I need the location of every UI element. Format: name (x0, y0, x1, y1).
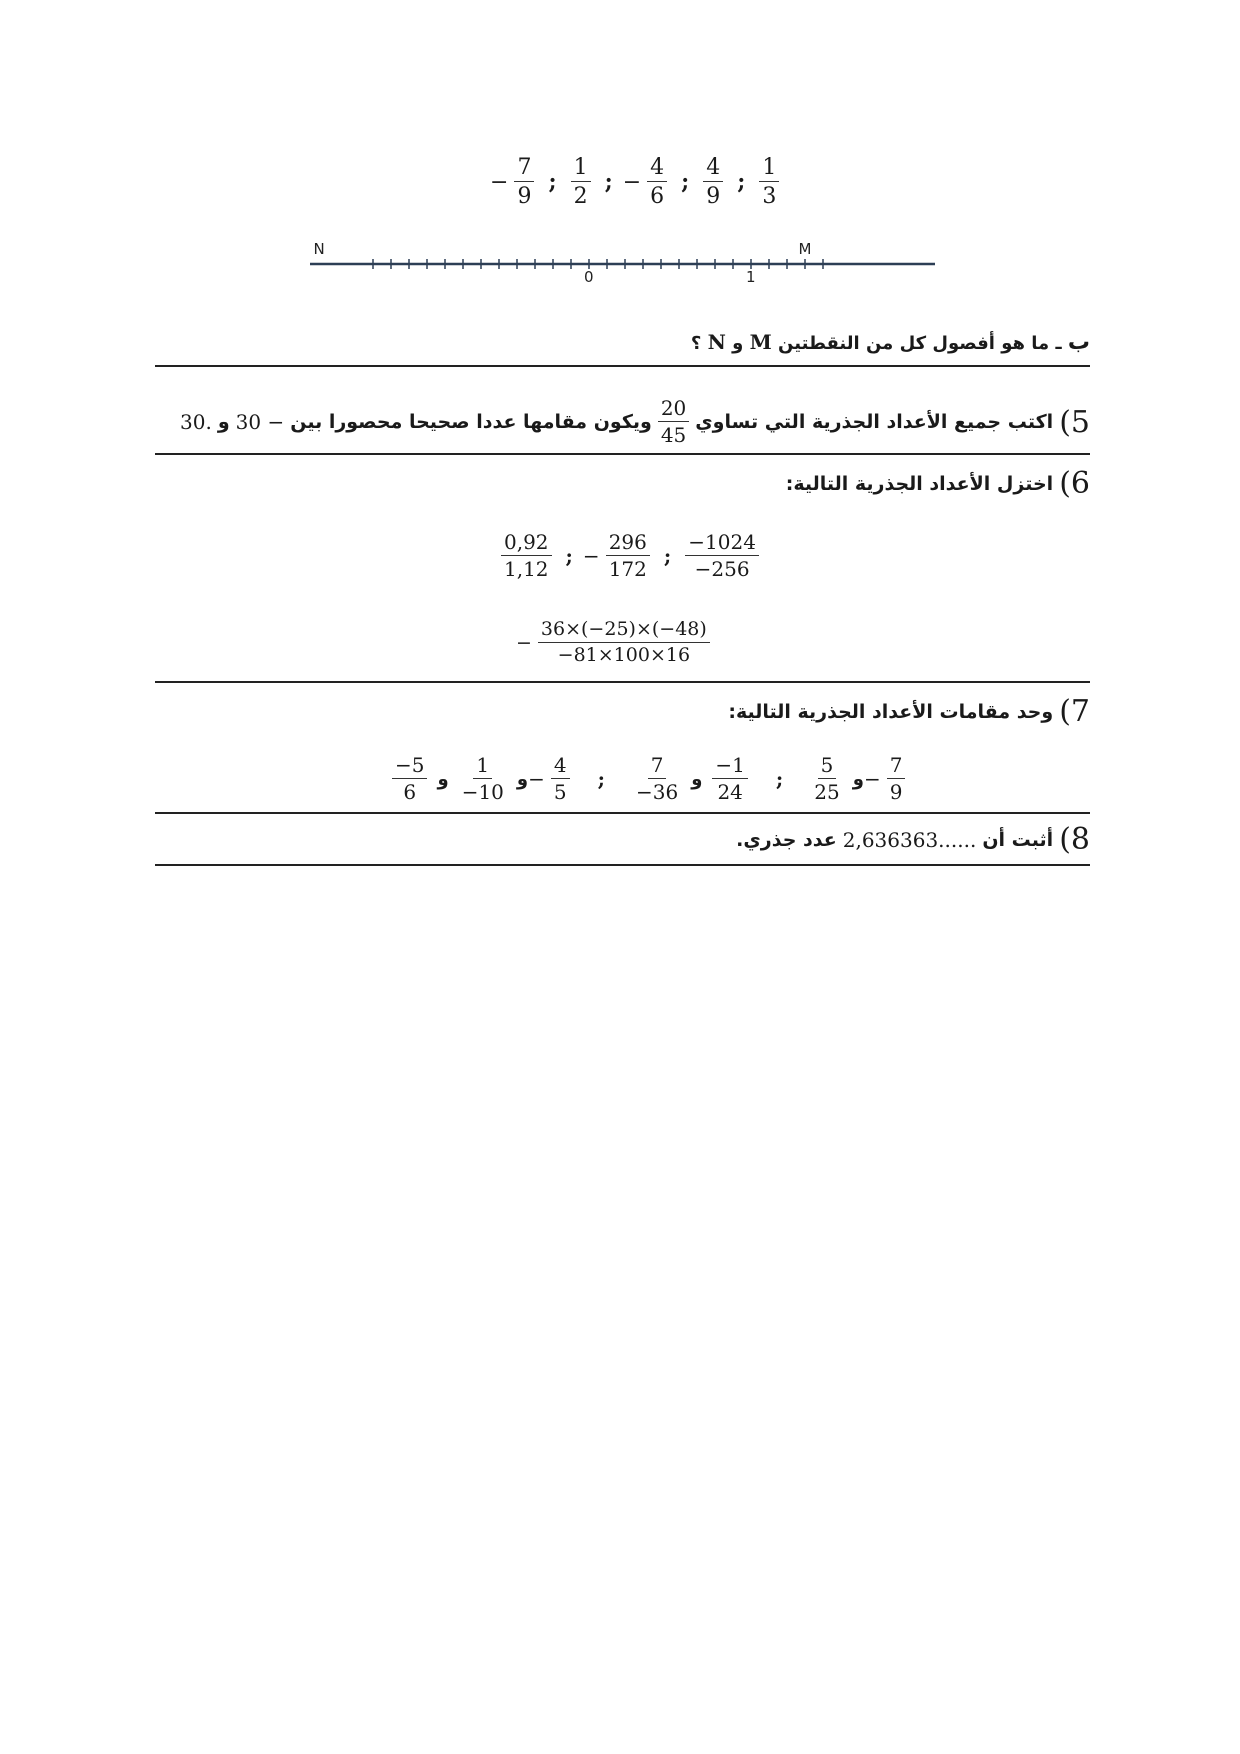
fraction: $\frac{4}{5}$ (551, 755, 570, 803)
fraction: $\frac{7}{9}$ (887, 755, 906, 803)
neg-sign: − (582, 544, 600, 568)
q6-fraction-product (516, 620, 714, 666)
tick-label-one: 1 (746, 268, 756, 286)
separator: ; (737, 169, 746, 196)
question-number: 6) (1059, 466, 1090, 501)
fraction: $\frac{-5}{6}$ (392, 755, 427, 803)
fraction: $\frac{36\times(-25)\times(-48)}{-81\times 100\times 16}$ (538, 620, 710, 666)
number-line (305, 230, 945, 290)
and-word: و (732, 333, 744, 354)
q5-text-a: اكتب جميع الأعداد الجذرية التي تساوي (695, 411, 1054, 433)
fraction: $\frac{296}{172}$ (606, 532, 650, 580)
repeating-decimal: 2,636363...... (842, 827, 977, 852)
q5-text-b: ويكون مقامها عددا صحيحا محصورا بين (290, 411, 652, 433)
divider (155, 365, 1090, 367)
neg-sign: − (622, 169, 642, 195)
neg-sign: − (516, 631, 532, 654)
and-word: و (437, 768, 449, 790)
q8-text-b: عدد جذري. (736, 828, 837, 851)
point-m-label: M (798, 240, 812, 258)
fraction: $\frac{0,92}{1,12}$ (501, 532, 552, 580)
and-word: و (691, 768, 703, 790)
point-n-label: N (313, 240, 325, 258)
q4b-label: ب (1067, 330, 1090, 355)
fraction: $\frac{1}{3}$ (759, 156, 779, 208)
separator: ; (604, 169, 613, 196)
and-word: و (516, 768, 529, 790)
separator: ; (681, 169, 690, 196)
question-8 (736, 822, 1090, 857)
fraction: $\frac{5}{25}$ (814, 753, 840, 804)
question-number: 8) (1059, 822, 1090, 857)
neg-sign: − (490, 169, 509, 195)
and-word: و (852, 768, 864, 790)
point-m: M (749, 330, 772, 354)
fraction: $\frac{7}{-36}$ (636, 753, 679, 804)
separator: ; (597, 767, 605, 791)
fraction: $\frac{1}{-10}$ (461, 753, 504, 804)
q6-text: اختزل الأعداد الجذرية التالية: (785, 472, 1054, 495)
divider (155, 864, 1090, 866)
fraction: $\frac{-1024}{-256}$ (685, 532, 759, 580)
q7-text: وحد مقامات الأعداد الجذرية التالية: (728, 700, 1054, 723)
neg-sign: − (528, 767, 545, 791)
question-number: 7) (1059, 694, 1090, 729)
question-5 (180, 398, 1090, 446)
q6-fractions-row1 (497, 532, 763, 580)
divider (155, 812, 1090, 814)
fractions-list (490, 156, 783, 208)
separator: ; (565, 544, 573, 568)
fraction: $\frac{4}{6}$ (647, 156, 667, 208)
fraction: $\frac{4}{9}$ (703, 156, 723, 208)
separator: ; (663, 544, 672, 568)
and-word: و (217, 411, 230, 433)
q4b-text: ـ ما هو أفصول كل من النقطتين (778, 333, 1062, 354)
question-number: 5) (1059, 404, 1090, 440)
fraction: $\frac{7}{9}$ (514, 156, 534, 208)
question-6 (786, 466, 1090, 501)
tick-label-zero: 0 (584, 268, 594, 286)
question-mark: ؟ (690, 333, 702, 354)
question-4b (691, 330, 1090, 355)
q8-text-a: أثبت أن (982, 828, 1054, 851)
value-30: 30. (180, 410, 212, 434)
divider (155, 681, 1090, 683)
q7-fractions (388, 755, 909, 803)
fraction: $\frac{1}{2}$ (571, 156, 591, 208)
question-7 (728, 694, 1090, 729)
fraction: $\frac{-1}{24}$ (712, 755, 747, 803)
point-n: N (707, 330, 726, 354)
neg-sign: − (863, 767, 881, 791)
fraction-20-45: $\frac{20}{45}$ (658, 398, 689, 446)
divider (155, 453, 1090, 455)
separator: ; (775, 767, 784, 791)
separator: ; (548, 169, 557, 196)
value-neg-30: 30 − (235, 410, 285, 434)
